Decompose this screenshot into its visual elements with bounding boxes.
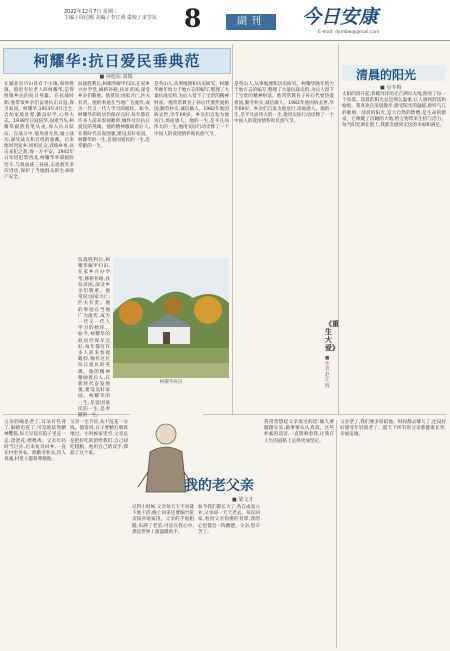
article3-column-5: 我常常想起父亲说过的话:做人要踏踏实实,做事要认认真真。这些朴素的话语,一直影响着我,让我在人生的道路上走得更加坚定。 [264, 420, 334, 444]
book-title: 《重生大爱》 [325, 320, 339, 352]
article1-column-4: 抗战胜利后,柯耀华解甲归田,在家乡兴办学堂,修桥补路,扶贫济困,深受乡亲们敬重。他常说:国家兴亡,匹夫有责。他的事迹在当地广为流传,成为一代又一代人学习的榜样。如今,柯耀华的故居仍保存完好,每年都有许多人前来参观瞻仰,缅怀这位抗日爱民的英雄。他的精神激励着后人,在新时代奋发图强,建设美好家园。柯耀华的一生,是爱国爱民的一生,是奉献的一生。 [78, 258, 110, 419]
masthead [0, 0, 450, 41]
article1-column-5: 是英山人,从事地理和历史研究。柯耀华晚年致力于地方志的编写,整理了大量抗战史料,为后人留下了宝贵的精神财富。他常常教育子孙后代要热爱祖国,勤劳朴实,诚信做人。1982年他因病去世,享年69岁。乡亲们自发为他送行,场面感人。他的一生,是平凡而伟大的一生,他用实际行动诠释了一个中国人的爱国情怀和民族气节。 [234, 82, 334, 125]
article3-column-6: 父亲老了,我们要多陪陪他。时间都去哪儿了,还没好好感受年轻就老了。愿天下所有的父亲都健康长寿,幸福安康。 [340, 420, 446, 438]
column-divider [232, 44, 233, 414]
article3-column-4: 如今我们都长大了,各自成家立业,父亲却一天天老去。每次回家,看到父亲佝偻的背影,我的心里都会一阵酸楚。父亲,您辛苦了。 [198, 505, 260, 535]
article2-title: 清晨的阳光 [356, 68, 417, 82]
article1-photo-caption: 柯耀华故居 [159, 380, 183, 385]
article1-column-2: 抗战胜利后,柯耀华解甲归田,在家乡兴办学堂,修桥补路,扶贫济困,深受乡亲们敬重。他常说:国家兴亡,匹夫有责。他的事迹在当地广为流传,成为一代又一代人学习的榜样。如今,柯耀华的故居仍保存完好,每年都有许多人前来参观瞻仰,缅怀这位抗日爱民的英雄。他的精神激励着后人,在新时代奋发图强,建设美好家园。柯耀华的一生,是爱国爱民的一生,是奉献的一生。 [78, 82, 150, 150]
article1-byline: ■ 孙旭东 刘瑞 [99, 74, 133, 80]
column-divider [338, 44, 339, 414]
article1-title: 柯耀华:抗日爱民垂典范 [33, 52, 201, 70]
article1-title-banner [3, 48, 231, 74]
article3-column-2: 父亲一生节俭,从不乱花一分钱。他常说,日子要精打细算地过。小时候家里穷,父亲总是把好吃的留给我们,自己却吃粗粮。他用自己的双手,撑起了这个家。 [70, 420, 128, 457]
article3-title: 我的老父亲 [184, 478, 254, 494]
section-label: 副刊 [226, 14, 276, 30]
article2-column-1: 太阳的清升起,将暖洋洋的光芒洒向大地,照亮了每一个角落。清晨的阳光总是那么温柔,让人感到舒适和愉悦。我喜欢在清晨散步,感受阳光的温暖,聆听鸟儿的歌唱。清晨的阳光,是大自然的馈赠,是生命的源泉。它唤醒了沉睡的大地,给万物带来生机与活力。每当阳光洒在脸上,我都会感到无比的幸福和满足。 [342, 92, 446, 129]
article1-column-3: 是英山人,从事地理和历史研究。柯耀华晚年致力于地方志的编写,整理了大量抗战史料,为后人留下了宝贵的精神财富。他常常教育子孙后代要热爱祖国,勤劳朴实,诚信做人。1982年他因病去世,享年69岁。乡亲们自发为他送行,场面感人。他的一生,是平凡而伟大的一生,他用实际行动诠释了一个中国人的爱国情怀和民族气节。 [154, 82, 229, 137]
newspaper-logo: 今日安康 [302, 6, 379, 28]
book-author: ■ 作者 赵江海 [325, 356, 330, 389]
page-number: 8 [184, 4, 202, 33]
article3-column-1: 父亲的确是老了,耳朵有些背了,眼睛也花了,可是他依然精神矍铄,每天早起在院子里走一走,浇浇花,喂喂鸡。父亲年轻时当过兵,后来复员回乡,一直在村里务农。他勤劳朴实,待人真诚,村里人都很尊敬他。 [4, 420, 66, 463]
masthead-dateline [64, 9, 157, 21]
section-divider [3, 414, 447, 415]
article2-byline: ■ 吴冬梅 [380, 85, 402, 91]
article3-byline: ■ 梁文才 [232, 497, 254, 503]
landscape-photo [113, 258, 229, 378]
article1-column-1: 在湖北省竹山县有个小镇,叫得胜镇。镇里有位老人叫柯耀华,是得胜镇乡民的抗日英雄。在抗战时期,他带领乡亲们奋勇抗击日寇,保卫家园。柯耀华,1913年4月出生,自幼家境贫寒,勤奋好学,心怀大志。1938年日寇侵华,国难当头,柯耀华毅然投笔从戎,加入抗日队伍。在战斗中,他英勇无畏,屡立战功,深受战友和百姓的爱戴。后来他回到家乡,组织民众,训练乡勇,抗击来犯之敌,保一方平安。1942年日军进犯鄂西北,柯耀华率部据险坚守,与敌血战三昼夜,击退敌军多次进攻,保护了当地群众的生命财产安全。 [4, 82, 74, 181]
editor-line: 主编 / 周信刚 美编 / 李江涛 责校 / 宋学东 [64, 15, 157, 21]
article3-column-3: 记得小时候,父亲每天天不亮就下地干活,晚上回来还要编竹筐卖钱补贴家用。父亲的手很粗糙,布满了老茧,可是在我心中,那是世界上最温暖的手。 [132, 505, 194, 535]
date-line: 2022年12月7日 星期三 [64, 9, 118, 15]
column-divider [336, 420, 337, 648]
editor-email: E-mail: dymbw@gmail.com [318, 30, 380, 35]
